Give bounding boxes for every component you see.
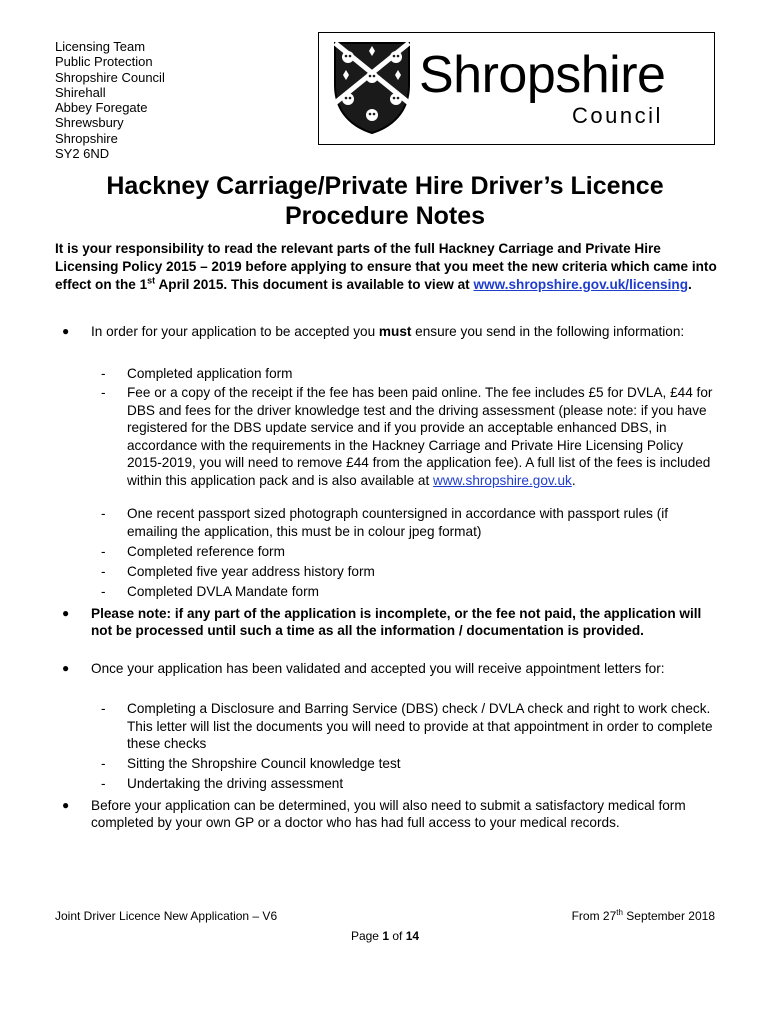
- list-item-text: Completed five year address history form: [127, 564, 375, 579]
- title-line: Hackney Carriage/Private Hire Driver’s Licence: [106, 172, 664, 200]
- list-item: [101, 755, 719, 773]
- list-item: [101, 775, 719, 793]
- dash-marker: -: [101, 564, 106, 579]
- dash-marker: -: [101, 385, 106, 400]
- address-line: Shirehall: [55, 84, 106, 100]
- list-item: [101, 543, 719, 561]
- bullet-item: [62, 323, 719, 340]
- page-number: [0, 929, 770, 943]
- bullet-text: Please note: if any part of the application is incomplete, or the fee not paid, the application will not be processed until such a time as all the information / documentation is provided.: [91, 606, 702, 638]
- list-item-end: .: [571, 472, 576, 488]
- council-logo: [318, 32, 715, 145]
- dash-marker: -: [101, 544, 106, 559]
- dash-marker: -: [101, 701, 106, 716]
- bullet-text: Once your application has been validated and accepted you will receive appointment letters for:: [91, 661, 665, 676]
- address-line: Shropshire Council: [55, 69, 165, 85]
- footer-date-text: September 2018: [622, 909, 715, 923]
- bullet-emphasis: must: [378, 324, 412, 339]
- bullet-icon: ●: [62, 606, 70, 620]
- bullet-item: [62, 797, 719, 831]
- licensing-link[interactable]: www.shropshire.gov.uk/licensing: [473, 277, 689, 292]
- bullet-text: Before your application can be determined, you will also need to submit a satisfactory medical form completed by your own GP or a doctor who has had full access to your medical records.: [91, 798, 686, 830]
- address-line: Shrewsbury: [55, 115, 124, 131]
- dash-marker: -: [101, 506, 106, 521]
- sender-address: [55, 39, 165, 161]
- page-title: [40, 171, 730, 231]
- list-item: [101, 700, 719, 753]
- intro-text: April 2015. This document is available to view at: [155, 277, 474, 292]
- bullet-icon: ●: [62, 798, 70, 812]
- footer-version: Joint Driver Licence New Application – V6: [55, 909, 278, 923]
- page-word: Page: [350, 929, 383, 943]
- address-line: Licensing Team: [55, 39, 146, 54]
- dash-marker: -: [101, 756, 106, 771]
- dash-marker: -: [101, 366, 106, 381]
- list-item: [101, 365, 719, 383]
- list-item-text: Completing a Disclosure and Barring Service (DBS) check / DVLA check and right to work check. This letter will list the documents you will need to provide at that appointment in order to complete these checks: [127, 701, 713, 752]
- bullet-icon: ●: [62, 661, 70, 675]
- bullet-text: ensure you send in the following information:: [411, 324, 685, 339]
- bullet-icon: ●: [62, 324, 70, 338]
- list-item: [101, 583, 719, 601]
- dash-marker: -: [101, 584, 106, 599]
- list-item: [101, 384, 719, 490]
- footer-date: [572, 909, 715, 923]
- address-line: Abbey Foregate: [55, 100, 148, 116]
- list-item-text: Completed application form: [127, 366, 293, 381]
- address-line: SY2 6ND: [55, 146, 110, 162]
- logo-subtitle: Council: [572, 103, 663, 128]
- list-item: [101, 505, 719, 540]
- list-item: [101, 563, 719, 581]
- logo-wordmark: Shropshire: [419, 46, 666, 104]
- bullet-item: [62, 660, 719, 677]
- bullet-text: In order for your application to be accepted you: [91, 324, 379, 339]
- footer-date-sup: th: [616, 908, 623, 917]
- list-item-text: Fee or a copy of the receipt if the fee has been paid online. The fee includes £5 for DVLA, £44 for DBS and fees for the driver knowledge test and the driving assessment (please note: if you have registered for the DBS update service and if you provide an acceptable enhanced DBS, in accordance with the requirements in the Hackney Carriage and Private Hire Licensing Policy 2015-2019, you will need to remove £44 from the application fee). A full list of the fees is included within this application pack and is also available at: [127, 385, 713, 488]
- page-of: of: [389, 929, 406, 943]
- dash-marker: -: [101, 776, 106, 791]
- list-item-text: Sitting the Shropshire Council knowledge test: [127, 756, 401, 771]
- list-item-text: Completed DVLA Mandate form: [127, 584, 319, 599]
- page-current: 1: [382, 929, 389, 943]
- intro-text: It is your responsibility to read the relevant parts of the full Hackney Carriage and Private Hire Licensing Policy 2015 – 2019 before applying to ensure that you meet the new criteria which came into effect on the 1: [55, 241, 717, 292]
- bullet-item: [62, 605, 719, 639]
- intro-end: .: [688, 277, 692, 292]
- list-item-text: Completed reference form: [127, 544, 285, 559]
- leopard-crest-icon: [333, 41, 411, 135]
- title-line: Procedure Notes: [284, 202, 486, 230]
- address-line: Shropshire: [55, 130, 118, 146]
- page-total: 14: [405, 929, 420, 943]
- intro-paragraph: [55, 240, 720, 294]
- address-line: Public Protection: [55, 54, 153, 70]
- fees-link[interactable]: www.shropshire.gov.uk: [433, 472, 572, 488]
- footer-date-text: From 27: [571, 909, 617, 923]
- intro-superscript: st: [147, 275, 156, 286]
- list-item-text: Undertaking the driving assessment: [127, 776, 344, 791]
- list-item-text: One recent passport sized photograph countersigned in accordance with passport rules (if emailing the application, this must be in colour jpeg format): [127, 506, 669, 539]
